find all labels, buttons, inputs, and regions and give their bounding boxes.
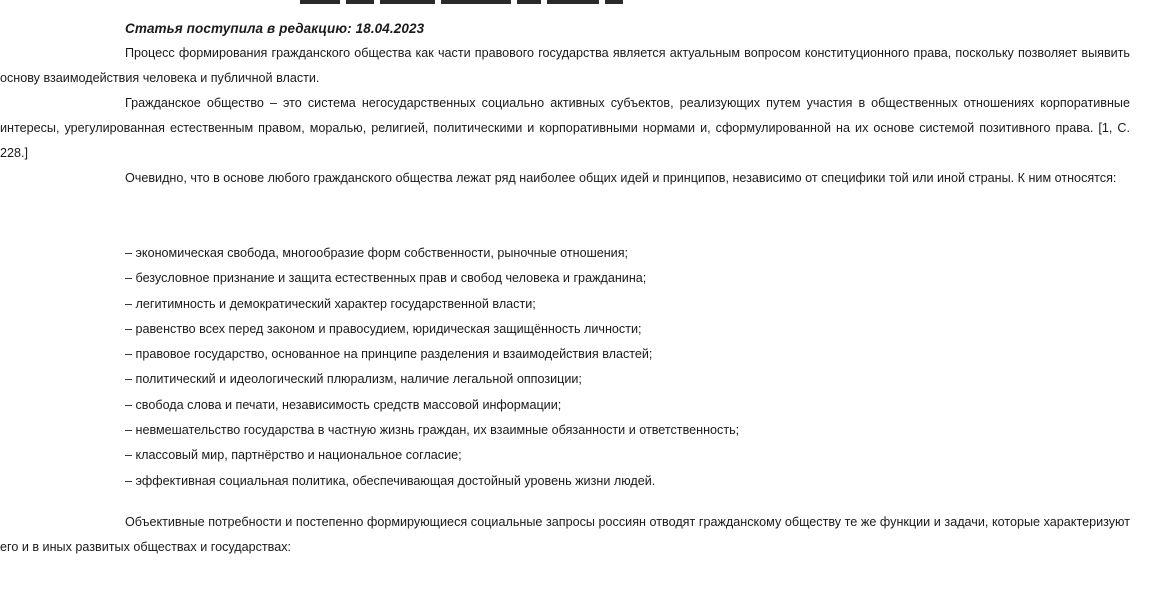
paragraph-3: Очевидно, что в основе любого гражданского общества лежат ряд наиболее общих идей и принципов, независимо от специфики той или иной страны. К ним относятся: (125, 171, 1117, 185)
list-item: – эффективная социальная политика, обеспечивающая достойный уровень жизни людей. (125, 473, 656, 488)
list-item: – безусловное признание и защита естественных прав и свобод человека и гражданина; (125, 271, 647, 286)
list-item: – классовый мир, партнёрство и национальное согласие; (125, 448, 462, 463)
paragraph-2: Гражданское общество – это система негосударственных социально активных субъектов, реализующих путем участия в общественных отношениях корпоративные интересы, урегулированная естественным правом, моралью, религией, политическими и корпоративными нормами и, сформулированной на их основе системой позитивного права. [1, С. 228.] (0, 96, 1130, 160)
list-item: – свобода слова и печати, независимость средств массовой информации; (125, 397, 562, 412)
paragraph-1: Процесс формирования гражданского общества как части правового государства является актуальным вопросом конституционного права, поскольку позволяет выявить основу взаимодействия человека и публичной власти. (0, 46, 1130, 85)
received-date-line: Статья поступила в редакцию: 18.04.2023 (125, 21, 425, 36)
list-item: – политический и идеологический плюрализм, наличие легальной оппозиции; (125, 372, 582, 387)
list-item: – равенство всех перед законом и правосудием, юридическая защищённость личности; (125, 321, 642, 336)
list-item: – легитимность и демократический характер государственной власти; (125, 296, 536, 311)
principles-list (125, 241, 739, 494)
cropped-heading-fragment (300, 0, 660, 4)
list-item: – правовое государство, основанное на принципе разделения и взаимодействия властей; (125, 347, 653, 362)
list-item: – экономическая свобода, многообразие форм собственности, рыночные отношения; (125, 246, 629, 260)
list-item: – невмешательство государства в частную жизнь граждан, их взаимные обязанности и ответственность; (125, 423, 740, 438)
closing-paragraph: Объективные потребности и постепенно формирующиеся социальные запросы россиян отводят гражданскому обществу те же функции и задачи, которые характеризуют его и в иных развитых обществах и государствах: (0, 515, 1130, 554)
